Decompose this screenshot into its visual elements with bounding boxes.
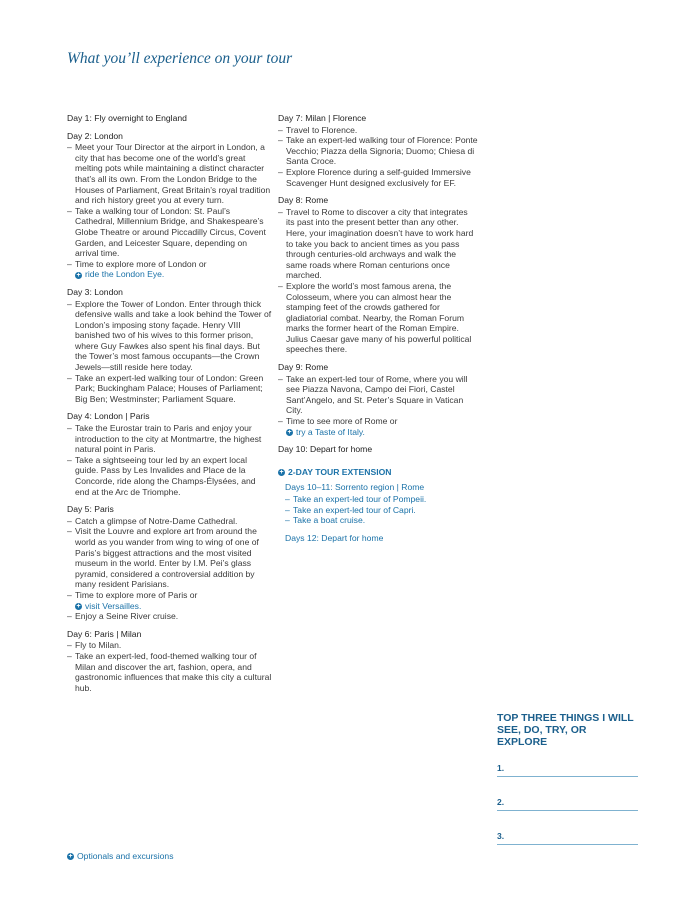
dash-bullet: – (67, 454, 72, 465)
dash-bullet: – (67, 423, 72, 434)
list-item (278, 207, 478, 281)
list-item (67, 142, 272, 206)
day-title: Day 8: Rome (278, 195, 329, 206)
item-text: Take an expert-led tour of Pompeii. (293, 494, 427, 504)
list-item (67, 516, 272, 527)
list-item (278, 167, 478, 188)
list-item (67, 640, 272, 651)
day-section (67, 131, 272, 280)
item-text: Take an expert-led tour of Capri. (293, 504, 416, 515)
plus-circle-icon: + (68, 853, 73, 861)
item-text: Take a boat cruise. (293, 515, 366, 526)
day-section (67, 113, 272, 124)
dash-bullet: – (278, 280, 283, 291)
optional-excursion-link[interactable] (278, 427, 478, 438)
dash-bullet: – (278, 166, 283, 177)
dash-bullet: – (67, 650, 72, 661)
tour-extension (278, 467, 478, 544)
dash-bullet: – (67, 640, 72, 651)
list-item (278, 125, 478, 136)
dash-bullet: – (278, 373, 283, 384)
dash-bullet: – (278, 416, 283, 427)
list-item (278, 281, 478, 355)
list-item (67, 455, 272, 497)
list-item (67, 526, 272, 590)
optional-label: ride the London Eye. (85, 269, 165, 280)
item-text: Explore the world’s most famous arena, the Colosseum, where you can almost hear the stamping feet of the crowds gathered for gladiatorial combat. Nearby, the Roman Forum marks the former heart of the Roman Empire. Julius Caesar gave many of his powerful political speeches there. (286, 280, 472, 355)
dash-bullet: – (285, 494, 290, 504)
dash-bullet: – (67, 205, 72, 216)
day-section (278, 362, 478, 437)
top-three-box (497, 712, 638, 860)
write-in-line-3[interactable]: 3. (497, 826, 638, 845)
list-item (67, 590, 272, 601)
day-section (67, 629, 272, 694)
legend (67, 851, 174, 861)
dash-bullet: – (67, 142, 72, 153)
day-section (278, 444, 478, 455)
extension-item (285, 505, 478, 516)
extension-item (285, 494, 478, 505)
day-title: Day 7: Milan | Florence (278, 113, 367, 123)
extension-day-title: Days 10–11: Sorrento region | Rome (285, 482, 425, 493)
write-in-line-2[interactable]: 2. (497, 792, 638, 811)
day-section (278, 113, 478, 188)
list-item (278, 416, 478, 427)
day-section (278, 195, 478, 355)
item-text: Take the Eurostar train to Paris and enjoy your introduction to the city at Montmartre, the highest natural point in Paris. (75, 423, 262, 455)
dash-bullet: – (278, 206, 283, 217)
itinerary-column-1 (67, 113, 272, 700)
page-title: What you’ll experience on your tour (67, 50, 293, 67)
item-text: Explore Florence during a self-guided Immersive Scavenger Hunt designed exclusively for EF. (286, 166, 471, 188)
list-item (67, 259, 272, 270)
dash-bullet: – (67, 258, 72, 269)
list-item (67, 651, 272, 693)
dash-bullet: – (67, 611, 72, 622)
extension-item (285, 515, 478, 526)
extension-heading: + 2-DAY TOUR EXTENSION (279, 466, 392, 477)
dash-bullet: – (285, 504, 290, 515)
item-text: Meet your Tour Director at the airport in London, a city that has become one of the world’s great melting pots while maintaining a distinct character that’s all its own. From the London Bridge to the Houses of Parliament, Great Britain’s royal tradition and rich history greet you at every turn. (75, 142, 271, 206)
itinerary-column-2 (278, 113, 478, 544)
list-item (278, 374, 478, 416)
dash-bullet: – (285, 515, 290, 526)
plus-circle-icon: + (76, 602, 81, 610)
item-text: Fly to Milan. (75, 640, 122, 651)
list-item (67, 611, 272, 622)
item-text: Time to explore more of London or (75, 258, 207, 269)
list-item (67, 299, 272, 373)
plus-circle-icon: + (76, 271, 81, 279)
day-title: Day 1: Fly overnight to England (67, 113, 187, 123)
top-three-heading: TOP THREE THINGS I WILL SEE, DO, TRY, OR EXPLORE (497, 712, 634, 748)
dash-bullet: – (278, 135, 283, 146)
item-text: Take a walking tour of London: St. Paul’s Cathedral, Millennium Bridge, and Shakespeare’s Globe Theatre or around Piccadilly Circus, Covent Garden, and Leicester Square, depending on arrival time. (75, 205, 266, 259)
item-text: Explore the Tower of London. Enter through thick defensive walls and take a look behind the Tower of London’s imposing stony façade. Henry VIII banished two of his wives to this former prison, where Guy Fawkes also spent his final days. But the Tower’s most famous occupants—the Crown Jewels—still reside here today. (75, 298, 272, 373)
extension-depart: Days 12: Depart for home (285, 532, 384, 543)
item-text: Visit the Louvre and explore art from around the world as you wander from wing to wing of one of Paris’s biggest attractions and the most visited museum in the world. Enter by I.M. Pei’s glass pyramid, considered a controversial addition by many resident Parisians. (75, 526, 259, 590)
day-title: Day 6: Paris | Milan (67, 628, 142, 639)
dash-bullet: – (67, 589, 72, 600)
plus-circle-icon: + (287, 428, 292, 436)
item-text: Enjoy a Seine River cruise. (75, 611, 179, 622)
optional-excursion-link[interactable] (67, 601, 272, 612)
day-title: Day 2: London (67, 130, 123, 141)
item-text: Take a sightseeing tour led by an expert local guide. Pass by Les Invalides and Place de la Concorde, ride along the Champs-Élysées, and end at the Arc de Triomphe. (75, 454, 256, 497)
item-text: Take an expert-led walking tour of Florence: Ponte Vecchio; Piazza della Signoria; Duomo; Chiesa di Santa Croce. (286, 135, 478, 167)
item-text: Take an expert-led walking tour of London: Green Park; Buckingham Palace; Houses of Parliament; Big Ben; Westminster; Parliament Square. (75, 372, 264, 404)
day-title: Day 4: London | Paris (67, 411, 150, 422)
list-item (67, 206, 272, 259)
item-text: Time to see more of Rome or (286, 416, 398, 427)
day-title: Day 9: Rome (278, 362, 329, 373)
item-text: Time to explore more of Paris or (75, 589, 198, 600)
item-text: Travel to Florence. (286, 124, 358, 135)
dash-bullet: – (278, 124, 283, 135)
list-item (278, 135, 478, 167)
item-text: Travel to Rome to discover a city that integrates its past into the present better than any other. Here, your imagination doesn’t have to work hard to take you back to ancient times as you pass through centuries-old archways and walk the same roads where Roman centurions once marched. (286, 206, 474, 281)
day-section (67, 411, 272, 497)
item-text: Take an expert-led, food-themed walking tour of Milan and discover the art, fashion, opera, and gastronomic influences that make this city a cultural hub. (75, 650, 272, 693)
dash-bullet: – (67, 515, 72, 526)
legend-label: Optionals and excursions (77, 851, 174, 861)
day-section (67, 287, 272, 405)
dash-bullet: – (67, 372, 72, 383)
day-title: Day 10: Depart for home (278, 444, 373, 455)
optional-label: visit Versailles. (85, 600, 142, 611)
item-text: Take an expert-led tour of Rome, where you will see Piazza Navona, Campo dei Fiori, Castel Sant’Angelo, and St. Peter’s Square in Vatican City. (286, 373, 468, 416)
dash-bullet: – (67, 298, 72, 309)
dash-bullet: – (67, 526, 72, 537)
item-text: Catch a glimpse of Notre-Dame Cathedral. (75, 515, 238, 526)
list-item (67, 423, 272, 455)
plus-circle-icon: + (279, 469, 284, 477)
write-in-line-1[interactable]: 1. (497, 758, 638, 777)
optional-label: try a Taste of Italy. (296, 426, 365, 437)
list-item (67, 373, 272, 405)
day-title: Day 5: Paris (67, 504, 114, 515)
optional-excursion-link[interactable] (67, 269, 272, 280)
day-title: Day 3: London (67, 286, 123, 297)
day-section (67, 504, 272, 622)
